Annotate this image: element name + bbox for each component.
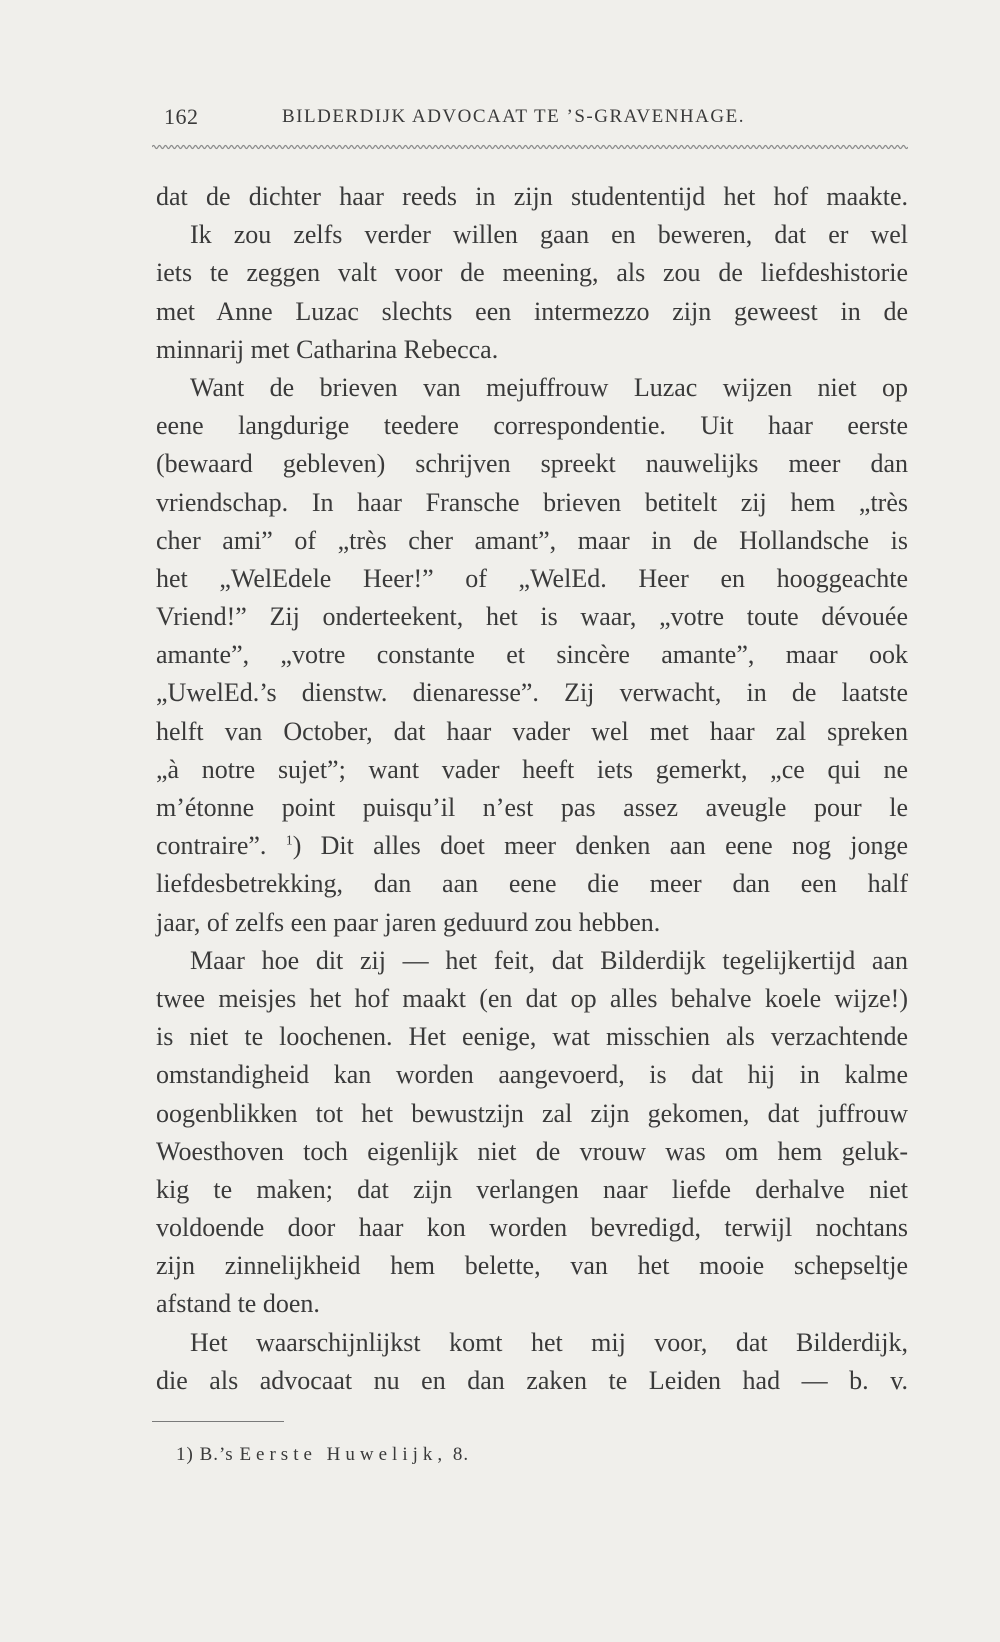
- text-line: helft van October, dat haar vader wel met haar zal spreken: [156, 716, 908, 746]
- text-line: Maar hoe dit zij — het feit, dat Bilderdijk tegelijkertijd aan: [190, 945, 908, 975]
- text-line: Ik zou zelfs verder willen gaan en beweren, dat er wel: [190, 220, 908, 250]
- page-number: 162: [164, 104, 199, 129]
- text-line: cher ami” of „très cher amant”, maar in de Hollandsche is: [156, 525, 908, 555]
- wavy-rule-ornament: [152, 143, 908, 151]
- text-fragment: contraire”.: [156, 831, 267, 861]
- footnote-page: 8.: [452, 1444, 470, 1465]
- text-line: „à notre sujet”; want vader heeft iets gemerkt, „ce qui ne: [156, 754, 908, 784]
- text-line: voldoende door haar kon worden bevredigd, terwijl nochtans: [156, 1213, 908, 1243]
- text-line: Woesthoven toch eigenlijk niet de vrouw was om hem geluk-: [156, 1136, 908, 1166]
- footnote: [176, 1444, 469, 1466]
- text-line: dat de dichter haar reeds in zijn studententijd het hof maakte.: [156, 182, 908, 211]
- text-line: met Anne Luzac slechts een intermezzo zijn geweest in de: [156, 296, 908, 326]
- text-line: Vriend!” Zij onderteekent, het is waar, „votre toute dévouée: [156, 602, 908, 632]
- text-line: oogenblikken tot het bewustzijn zal zijn gekomen, dat juffrouw: [156, 1098, 908, 1128]
- body-text: [156, 178, 908, 1400]
- footnote-title: Eerste Huwelijk,: [239, 1444, 448, 1465]
- text-line: iets te zeggen valt voor de meening, als zou de liefdeshistorie: [156, 258, 908, 288]
- text-line: amante”, „votre constante et sincère amante”, maar ook: [156, 640, 908, 670]
- footnote-prefix: B.’s: [199, 1444, 234, 1465]
- text-line: (bewaard gebleven) schrijven spreekt nauwelijks meer dan: [156, 449, 908, 479]
- text-line: „UwelEd.’s dienstw. dienaresse”. Zij verwacht, in de laatste: [156, 678, 908, 708]
- text-fragment: ) Dit alles doet meer denken aan eene nog jonge: [292, 831, 909, 861]
- text-line: eene langdurige teedere correspondentie. Uit haar eerste: [156, 411, 908, 441]
- text-line: kig te maken; dat zijn verlangen naar liefde derhalve niet: [156, 1174, 908, 1204]
- footnote-marker: 1: [285, 833, 293, 849]
- text-line: afstand te doen.: [156, 1289, 320, 1319]
- text-line: Het waarschijnlijkst komt het mij voor, dat Bilderdijk,: [190, 1327, 908, 1357]
- text-line: zijn zinnelijkheid hem belette, van het mooie schepseltje: [156, 1251, 908, 1281]
- text-line: Want de brieven van mejuffrouw Luzac wijzen niet op: [190, 372, 908, 402]
- text-line: m’étonne point puisqu’il n’est pas assez aveugle pour le: [156, 793, 908, 822]
- text-line: omstandigheid kan worden aangevoerd, is dat hij in kalme: [156, 1060, 908, 1090]
- running-title: BILDERDIJK ADVOCAAT TE ’S-GRAVENHAGE.: [282, 106, 745, 127]
- text-line: is niet te loochenen. Het eenige, wat misschien als verzachtende: [156, 1022, 908, 1052]
- text-line-with-footnote-ref: [156, 827, 908, 865]
- footnote-rule: [152, 1421, 284, 1422]
- text-line: minnarij met Catharina Rebecca.: [156, 334, 499, 364]
- text-line: jaar, of zelfs een paar jaren geduurd zou hebben.: [156, 907, 661, 937]
- text-line: die als advocaat nu en dan zaken te Leiden had — b. v.: [156, 1365, 908, 1395]
- footnote-number: 1): [176, 1444, 194, 1465]
- text-line: liefdesbetrekking, dan aan eene die meer dan een half: [156, 869, 908, 899]
- text-line: het „WelEdele Heer!” of „WelEd. Heer en hooggeachte: [156, 563, 908, 593]
- text-line: vriendschap. In haar Fransche brieven betitelt zij hem „très: [156, 487, 908, 517]
- text-line: twee meisjes het hof maakt (en dat op alles behalve koele wijze!): [156, 983, 908, 1013]
- running-head: [164, 104, 920, 136]
